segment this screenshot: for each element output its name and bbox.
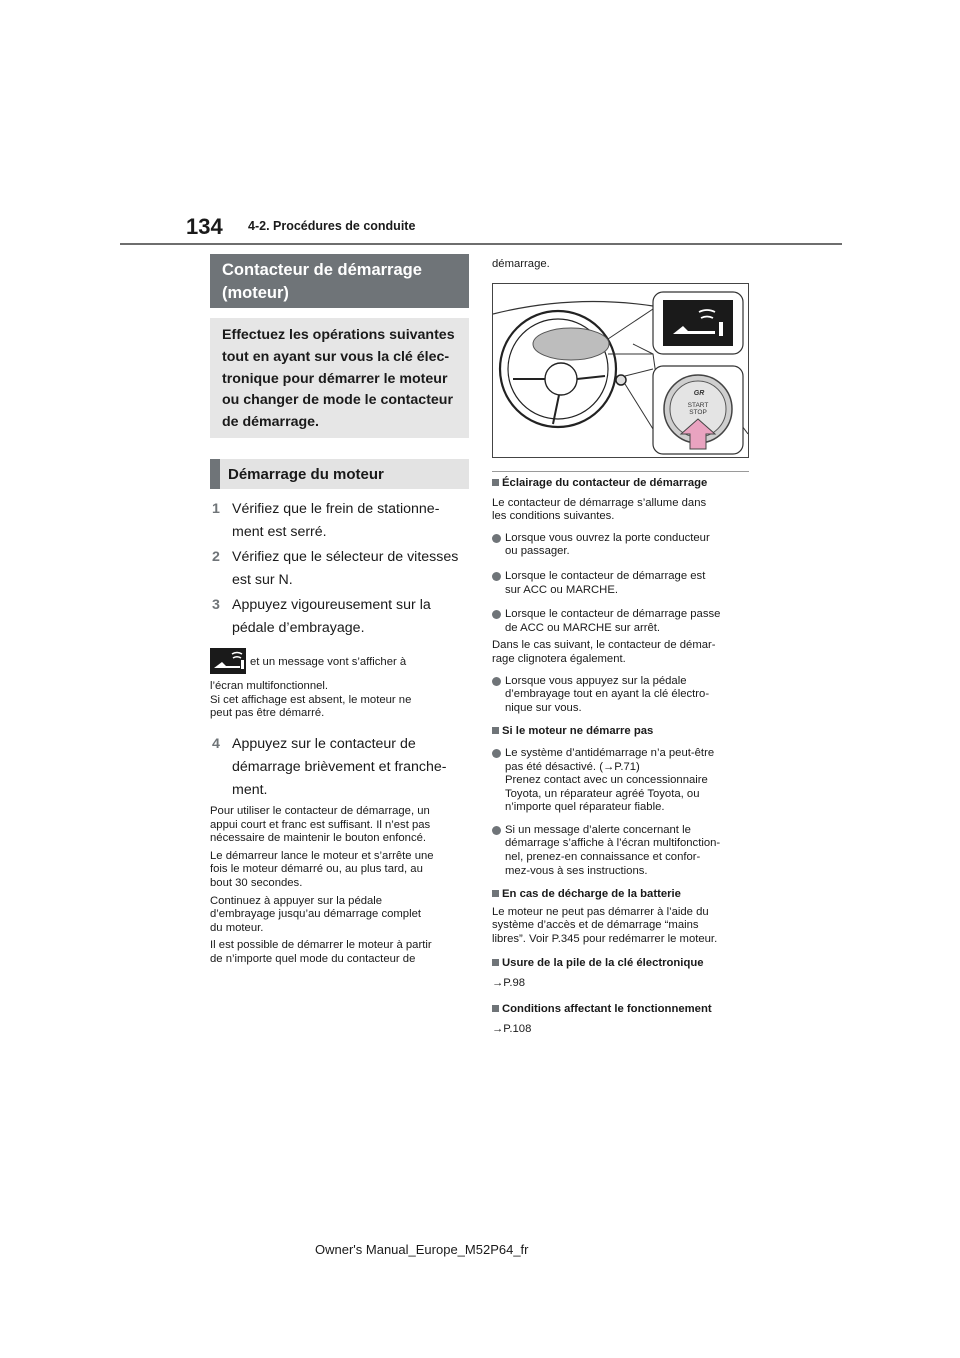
icon-message-line: et un message vont s’afficher à bbox=[250, 656, 407, 668]
text-line: peut pas être démarré. bbox=[210, 707, 325, 720]
text-line: rage clignotera également. bbox=[492, 652, 626, 665]
bullet-item bbox=[492, 608, 754, 635]
text-line: Le moteur ne peut pas démarrer à l’aide du bbox=[492, 905, 709, 918]
page-number: 134 bbox=[186, 214, 223, 239]
step-line: est sur N. bbox=[232, 572, 293, 588]
text-line: de ACC ou MARCHE sur arrêt. bbox=[505, 621, 661, 634]
circle-bullet-icon bbox=[492, 749, 501, 758]
stop-label: STOP bbox=[689, 409, 707, 416]
section-title: 4-2. Procédures de conduite bbox=[248, 219, 416, 233]
box-title-text: Contacteur de démarrage (moteur) bbox=[222, 261, 422, 302]
circle-bullet-icon bbox=[492, 572, 501, 581]
step-line: Vérifiez que le sélecteur de vitesses bbox=[232, 549, 459, 565]
square-bullet-icon bbox=[492, 1005, 499, 1012]
text-line: Lorsque le contacteur de démarrage est bbox=[505, 569, 706, 582]
section-box-title bbox=[210, 254, 469, 308]
header-rule bbox=[120, 243, 842, 245]
text-line: fois le moteur démarré ou, au plus tard, au bbox=[210, 863, 423, 876]
subsection-heading: Si le moteur ne démarre pas bbox=[492, 725, 754, 739]
square-bullet-icon bbox=[492, 727, 499, 734]
text-line: appui court et franc est suffisant. Il n’est pas bbox=[210, 818, 431, 831]
text-line: n’importe quel réparateur fiable. bbox=[505, 801, 665, 814]
text-line: Prenez contact avec un concessionnaire bbox=[505, 774, 708, 787]
text-line: Lorsque vous ouvrez la porte conducteur bbox=[505, 531, 710, 544]
page-reference: →P.98 bbox=[492, 977, 526, 990]
paragraph bbox=[210, 805, 472, 846]
text-line: bout 30 secondes. bbox=[210, 876, 303, 889]
step-line: Appuyez vigoureusement sur la bbox=[232, 597, 431, 613]
text-line: Si un message d’alerte concernant le bbox=[505, 823, 691, 836]
text-line: mez-vous à ses instructions. bbox=[505, 864, 648, 877]
text-line: sur ACC ou MARCHE. bbox=[505, 583, 618, 596]
step-line: ment. bbox=[232, 782, 268, 798]
step-3 bbox=[212, 594, 472, 640]
text-line: d’embrayage jusqu’au démarrage complet bbox=[210, 908, 421, 921]
text-line: ou passager. bbox=[505, 545, 570, 558]
circle-bullet-icon bbox=[492, 826, 501, 835]
bullet-item bbox=[492, 532, 754, 559]
paragraph bbox=[210, 895, 472, 936]
bullet-item bbox=[492, 824, 754, 878]
circle-bullet-icon bbox=[492, 534, 501, 543]
divider bbox=[492, 471, 749, 472]
bullet-item bbox=[492, 675, 754, 716]
icon-message-block bbox=[210, 680, 470, 721]
text-line: système d’accès et de démarrage “mains bbox=[492, 919, 699, 932]
text-line: nécessaire de maintenir le bouton enfoncé. bbox=[210, 832, 427, 845]
text-line: libres”. Voir P.345 pour redémarrer le moteur. bbox=[492, 933, 718, 946]
square-bullet-icon bbox=[492, 959, 499, 966]
text-line: Il est possible de démarrer le moteur à partir bbox=[210, 939, 432, 952]
text-line: Si cet affichage est absent, le moteur ne bbox=[210, 693, 412, 706]
gr-logo: GR bbox=[693, 390, 705, 397]
step-line: Vérifiez que le frein de stationne- bbox=[232, 501, 440, 517]
paragraph bbox=[492, 639, 754, 666]
paragraph bbox=[492, 906, 754, 947]
subsection-heading: Conditions affectant le fonctionnement bbox=[492, 1003, 754, 1017]
square-bullet-icon bbox=[492, 479, 499, 486]
bullet-item bbox=[492, 747, 754, 815]
square-bullet-icon bbox=[492, 890, 499, 897]
continued-text: démarrage. bbox=[492, 258, 550, 270]
text-line: l’écran multifonctionnel. bbox=[210, 680, 329, 692]
text-line: Lorsque le contacteur de démarrage passe bbox=[505, 608, 721, 621]
paragraph bbox=[210, 939, 472, 966]
left-paragraphs bbox=[210, 805, 472, 971]
text-line: Continuez à appuyer sur la pédale bbox=[210, 894, 383, 907]
subheading-box bbox=[210, 459, 469, 489]
start-label: START bbox=[687, 402, 709, 409]
text-line: nique sur vous. bbox=[505, 701, 582, 714]
step-line: Appuyez sur le contacteur de bbox=[232, 736, 416, 752]
text-line: Lorsque vous appuyez sur la pédale bbox=[505, 674, 687, 687]
paragraph bbox=[210, 850, 472, 891]
subsection-heading: En cas de décharge de la batterie bbox=[492, 888, 754, 902]
intro-line: Effectuez les opérations suivantes bbox=[222, 327, 455, 343]
text-line: Le système d’antidémarrage n’a peut-être bbox=[505, 746, 715, 759]
step-line: pédale d’embrayage. bbox=[232, 620, 365, 636]
text-line: Pour utiliser le contacteur de démarrage, un bbox=[210, 805, 430, 817]
text-line: Le démarreur lance le moteur et s’arrête une bbox=[210, 849, 434, 862]
page-reference: →P.108 bbox=[492, 1023, 532, 1036]
text-line: d’embrayage tout en ayant la clé électro- bbox=[505, 688, 710, 701]
subsection-heading: Usure de la pile de la clé électronique bbox=[492, 957, 754, 971]
step-number: 1 bbox=[212, 501, 220, 517]
circle-bullet-icon bbox=[492, 610, 501, 619]
paragraph bbox=[492, 497, 754, 524]
step-number: 3 bbox=[212, 597, 220, 613]
step-number: 2 bbox=[212, 549, 220, 565]
text-line: du moteur. bbox=[210, 921, 264, 934]
intro-line: tronique pour démarrer le moteur bbox=[222, 370, 448, 387]
text-line: nel, prenez-en connaissance et confor- bbox=[505, 851, 701, 864]
circle-bullet-icon bbox=[492, 677, 501, 686]
step-4 bbox=[212, 733, 472, 802]
intro-line: de démarrage. bbox=[222, 414, 319, 431]
text-line: Le contacteur de démarrage s’allume dans bbox=[492, 496, 707, 509]
footer-text: Owner's Manual_Europe_M52P64_fr bbox=[315, 1242, 529, 1257]
text-line: de n’importe quel mode du contacteur de bbox=[210, 952, 416, 965]
text-line: Toyota, un réparateur agréé Toyota, ou bbox=[505, 787, 700, 800]
intro-box bbox=[210, 318, 469, 438]
bullet-item bbox=[492, 570, 754, 597]
clutch-indicator-icon bbox=[210, 648, 246, 674]
step-1 bbox=[212, 498, 472, 544]
text-line: démarrage s’affiche à l’écran multifonction- bbox=[505, 837, 721, 850]
subheading-text: Démarrage du moteur bbox=[228, 466, 384, 483]
step-line: démarrage brièvement et franche- bbox=[232, 759, 447, 775]
start-button-illustration bbox=[492, 283, 749, 458]
text-line: les conditions suivantes. bbox=[492, 510, 615, 523]
intro-line: ou changer de mode le contacteur bbox=[222, 392, 453, 409]
intro-line: tout en ayant sur vous la clé élec- bbox=[222, 348, 450, 365]
subsection-heading: Éclairage du contacteur de démarrage bbox=[492, 477, 754, 491]
text-line: pas été désactivé. (→P.71) bbox=[505, 760, 640, 773]
step-2 bbox=[212, 546, 472, 592]
text-line: Dans le cas suivant, le contacteur de démar- bbox=[492, 639, 716, 652]
right-text bbox=[492, 477, 754, 1037]
step-line: ment est serré. bbox=[232, 524, 327, 540]
step-number: 4 bbox=[212, 736, 220, 752]
